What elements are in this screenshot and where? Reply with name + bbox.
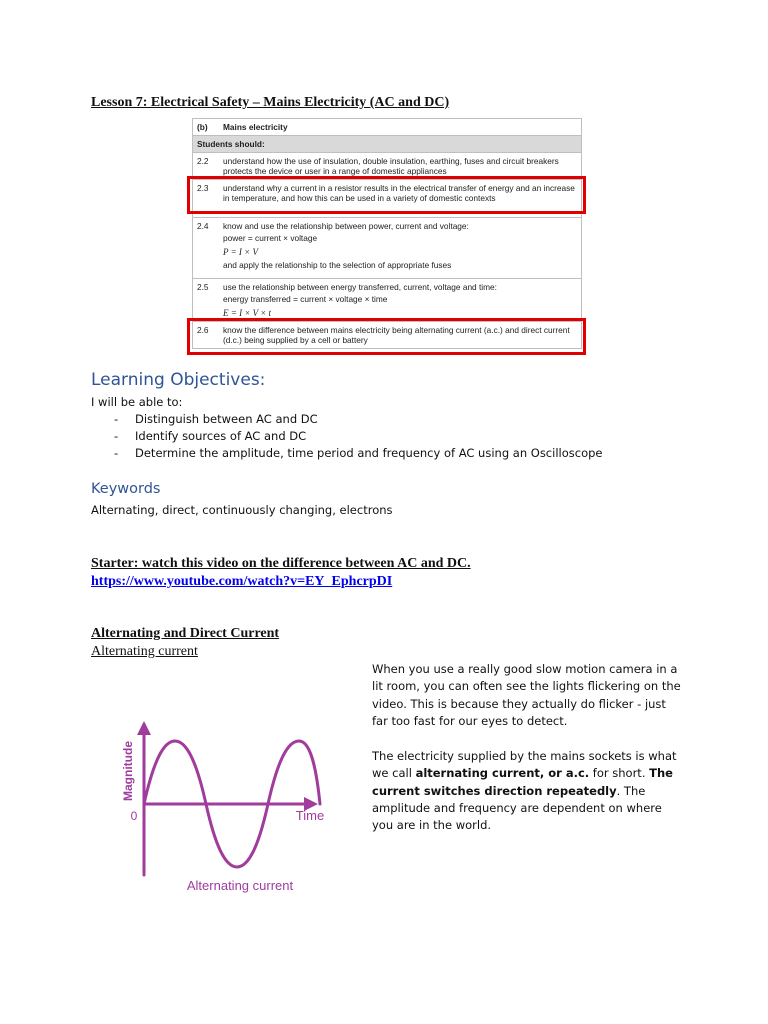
row-extra-text: and apply the relationship to the selection of appropriate fuses [223,260,452,270]
keywords-text: Alternating, direct, continuously changing, electrons [91,503,393,517]
table-row [193,278,581,321]
paragraph-flicker: When you use a really good slow motion camera in a lit room, you can often see the lights flickering on the video. This is because they actually do flicker - just far too fast for our eyes to detect. [372,662,681,728]
para-text: . The amplitude and frequency are dependent on where you are in the world. [372,783,662,833]
objective-text: Determine the amplitude, time period and frequency of AC using an Oscilloscope [135,446,603,460]
graph-caption: Alternating current [186,878,294,893]
highlight-box-2-6 [187,318,586,355]
formula-words: energy transferred = current × voltage × time [223,294,388,304]
row-content [223,218,581,278]
row-number: 2.6 [197,324,209,335]
row-text: know the difference between mains electricity being alternating current (a.c.) and direct current (d.c.) being supplied by a cell or battery [223,324,570,345]
lesson-title: Lesson 7: Electrical Safety – Mains Electricity (AC and DC) [91,95,450,110]
x-axis-label: Time [295,808,325,823]
section-code: (b) [197,122,208,132]
objectives-heading: Learning Objectives: [91,370,266,390]
highlight-box-2-3 [187,176,586,214]
table-header-row [193,119,581,135]
formula-words: power = current × voltage [223,233,318,243]
bullet-dash: - [114,412,119,426]
specification-table [192,118,582,349]
row-number: 2.4 [197,220,209,231]
table-subheader-row [193,135,581,152]
table-subheader: Students should: [193,136,581,152]
alternating-current-graph [110,715,350,900]
formula-symbols: P = I × V [223,246,258,257]
row-number: 2.5 [197,281,209,292]
origin-label: 0 [130,809,138,823]
subsection-heading: Alternating current [91,644,198,659]
row-text: understand how the use of insulation, double insulation, earthing, fuses and circuit breakers protects the device or user in a range of domestic appliances [223,155,559,176]
bullet-dash: - [114,429,119,443]
keywords-heading: Keywords [91,481,161,497]
row-content [223,279,581,321]
row-text: know and use the relationship between power, current and voltage: [223,220,469,231]
section-heading: Alternating and Direct Current [91,626,280,641]
bullet-dash: - [114,446,119,460]
formula-symbols: E = I × V × t [223,307,272,318]
para-bold: alternating current, or a.c. [415,766,590,781]
objectives-intro: I will be able to: [91,395,183,409]
y-axis-label: Magnitude [121,741,135,801]
objective-text: Distinguish between AC and DC [135,412,318,426]
y-axis-arrowhead [137,721,151,735]
para-text: for short. [589,766,650,781]
row-text: use the relationship between energy transferred, current, voltage and time: [223,281,497,292]
row-number: 2.3 [197,182,209,193]
table-row [193,217,581,278]
starter-text: Starter: watch this video on the difference between AC and DC. [91,556,471,571]
para-text: The electricity supplied by the mains sockets is what we call [372,749,677,781]
table-row [193,152,581,179]
video-link[interactable]: https://www.youtube.com/watch?v=EY_EphcrpDI [91,574,393,589]
row-number: 2.2 [197,155,209,166]
para-bold: The current switches direction repeatedly [372,766,673,798]
paragraph-mains [372,748,684,834]
section-title: Mains electricity [223,122,288,132]
row-text: understand why a current in a resistor results in the electrical transfer of energy and an increase in temperature, and how this can be used in a variety of domestic contexts [223,182,575,203]
objective-text: Identify sources of AC and DC [135,429,307,443]
